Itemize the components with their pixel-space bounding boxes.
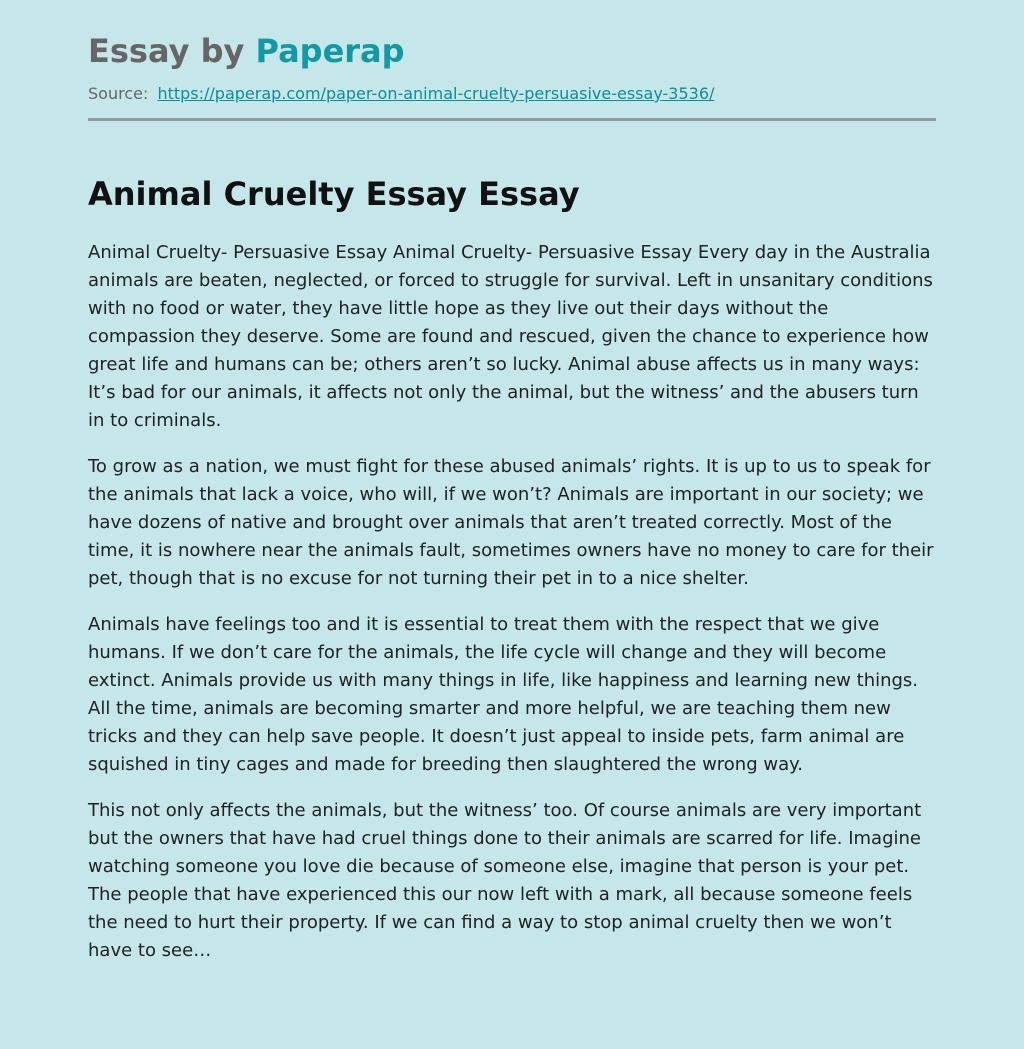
essay-body — [88, 239, 936, 965]
essay-paragraph-4: This not only affects the animals, but the witness’ too. Of course animals are very important but the owners that have had cruel things done to their animals are scarred for life. Imagine watching someone you love die because of someone else, imagine that person is your pet. The people that have experienced this our now left with a mark, all because someone feels the need to hurt their property. If we can find a way to stop animal cruelty then we won’t have to see… — [88, 800, 922, 961]
header-divider — [88, 118, 936, 121]
site-brand — [88, 32, 936, 70]
essay-paragraph-1: Animal Cruelty- Persuasive Essay Animal Cruelty- Persuasive Essay Every day in the Australia animals are beaten, neglected, or forced to struggle for survival. Left in unsanitary conditions with no food or water, they have little hope as they live out their days without the compassion they deserve. Some are found and rescued, given the chance to experience how great life and humans can be; others aren’t so lucky. Animal abuse affects us in many ways: It’s bad for our animals, it affects not only the animal, but the witness’ and the abusers turn in to criminals. — [88, 242, 933, 431]
source-link[interactable]: https://paperap.com/paper-on-animal-cruelty-persuasive-essay-3536/ — [157, 84, 715, 103]
essay-paragraph-3: Animals have feelings too and it is essential to treat them with the respect that we give humans. If we don’t care for the animals, the life cycle will change and they will become extinct. Animals provide us with many things in life, like happiness and learning new things. All the time, animals are becoming smarter and more helpful, we are teaching them new tricks and they can help save people. It doesn’t just appeal to inside pets, farm animal are squished in tiny cages and made for breeding then slaughtered the wrong way. — [88, 614, 919, 775]
essay-title: Animal Cruelty Essay Essay — [88, 175, 580, 213]
source-label: Source: — [88, 84, 149, 103]
essay-page — [88, 0, 936, 965]
brand-name: Paperap — [255, 32, 405, 70]
source-line — [88, 84, 936, 104]
brand-prefix: Essay by — [88, 32, 256, 70]
essay-paragraph-2: To grow as a nation, we must fight for these abused animals’ rights. It is up to us to speak for the animals that lack a voice, who will, if we won’t? Animals are important in our society; we have dozens of native and brought over animals that aren’t treated correctly. Most of the time, it is nowhere near the animals fault, sometimes owners have no money to care for their pet, though that is no excuse for not turning their pet in to a nice shelter. — [88, 456, 934, 589]
